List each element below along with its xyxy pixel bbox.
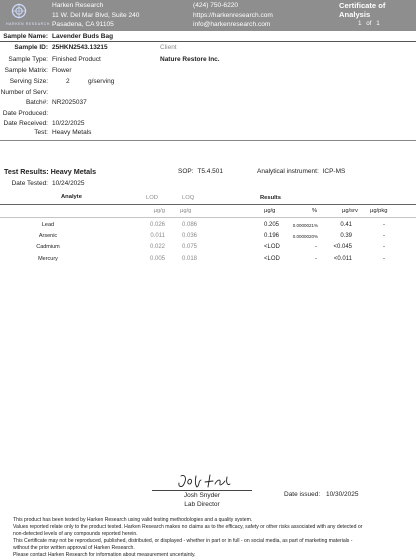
sample-id: 25HKN2543.13215 <box>52 44 108 51</box>
analyte-name: Lead <box>41 222 55 228</box>
sample-type: Finished Product <box>52 56 101 63</box>
date-tested-row <box>0 179 416 188</box>
lod-value: 0.026 <box>149 222 165 228</box>
document-title: Certificate of Analysis <box>339 1 386 19</box>
sample-name-row <box>0 32 416 41</box>
result-value: 0.205 <box>264 222 280 228</box>
instrument-label: Analytical instrument: <box>257 168 319 175</box>
loq-value: 0.086 <box>181 222 197 228</box>
client-name: Nature Restore Inc. <box>160 56 220 63</box>
sample-id-row <box>0 43 416 52</box>
instrument-name: ICP-MS <box>322 168 346 175</box>
lod-value: 0.005 <box>149 256 165 262</box>
results-title: Test Results: Heavy Metals <box>4 167 97 176</box>
sop-info <box>178 167 223 176</box>
date-issued-value: 10/30/2025 <box>325 491 359 498</box>
sample-name-label: Sample Name: <box>3 33 48 40</box>
col-header-analyte: Analyte <box>61 194 82 200</box>
serving-size-row <box>0 77 416 86</box>
date-received: 10/22/2025 <box>52 120 85 127</box>
sop-label: SOP: <box>178 168 194 175</box>
per-serving-value: <0.045 <box>333 244 352 250</box>
email-link[interactable]: info@harkenresearch.com <box>193 21 271 28</box>
instrument-info <box>257 167 345 176</box>
batch-label: Batch#: <box>25 99 48 106</box>
test-label: Test: <box>34 129 48 136</box>
disclaimer-line: Values reported relate only to the product tested. Harken Research makes no claims as to the efficacy, safety or other risks associated with any detected or <box>13 523 363 530</box>
per-serving-value: <0.011 <box>333 256 352 262</box>
lab-name: Harken Research <box>52 2 104 9</box>
client-label: Client <box>160 44 177 51</box>
sample-name: Lavender Buds Bag <box>52 33 114 40</box>
date-issued <box>284 490 359 499</box>
date-received-row <box>0 119 416 128</box>
test-name: Heavy Metals <box>52 129 92 136</box>
sample-type-label: Sample Type: <box>8 56 48 63</box>
website-link[interactable]: https://harkenresearch.com <box>193 11 273 19</box>
lod-value: 0.022 <box>149 244 165 250</box>
address-line-1: 11 W. Del Mar Blvd, Suite 240 <box>52 11 140 19</box>
unit-lod: µg/g <box>153 208 165 214</box>
number-of-servings-label: Number of Serv: <box>0 89 48 96</box>
sop-number: T5.4.501 <box>197 168 224 175</box>
batch-row <box>0 98 416 107</box>
col-header-lod: LOD <box>146 195 158 201</box>
analyte-name: Cadmium <box>36 244 60 250</box>
sample-matrix-label: Sample Matrix: <box>4 67 48 74</box>
disclaimer-line: without the prior written approval of Harken Research. <box>13 544 135 551</box>
per-package-value: - <box>383 222 385 228</box>
logo-text: HARKEN RESEARCH <box>6 22 51 26</box>
unit-per-package: µg/pkg <box>370 208 388 214</box>
serving-size-unit: g/serving <box>88 78 115 85</box>
signer-role: Lab Director <box>184 501 220 508</box>
percent-value: - <box>315 244 317 250</box>
loq-value: 0.075 <box>181 244 197 250</box>
result-value: <LOD <box>264 244 280 250</box>
date-produced-label: Date Produced: <box>2 110 48 117</box>
batch-number: NR2025037 <box>52 99 87 106</box>
divider <box>0 41 416 42</box>
sample-id-label: Sample ID: <box>14 44 48 51</box>
lab-address <box>52 1 139 30</box>
date-tested: 10/24/2025 <box>52 180 85 187</box>
sample-matrix-row <box>0 66 416 75</box>
percent-value: - <box>315 256 317 262</box>
table-header-divider <box>0 204 416 205</box>
per-package-value: - <box>383 244 385 250</box>
header-bar <box>0 0 416 31</box>
per-serving-value: 0.39 <box>340 233 352 239</box>
signature-image <box>175 472 235 490</box>
lab-contact <box>193 1 273 30</box>
disclaimer-footer <box>13 517 362 558</box>
sample-type-row <box>0 55 416 64</box>
serving-size-value: 2 <box>66 78 70 85</box>
analyte-name: Arsenic <box>38 233 58 239</box>
phone-number: (424) 750-6220 <box>193 2 239 9</box>
per-serving-value: 0.41 <box>340 222 352 228</box>
unit-loq: µg/g <box>180 208 192 214</box>
loq-value: 0.018 <box>181 256 197 262</box>
analyte-name: Mercury <box>38 256 58 262</box>
unit-result: µg/g <box>264 208 276 214</box>
result-value: 0.196 <box>264 233 280 239</box>
date-issued-label: Date issued: <box>284 491 321 498</box>
test-row <box>0 128 416 137</box>
lod-value: 0.011 <box>150 233 165 239</box>
signer-name: Josh Snyder <box>183 492 221 499</box>
col-header-loq: LOQ <box>182 195 195 201</box>
disclaimer-line: This Certificate may not be reproduced, published, distributed, or displayed - whether in part or in full - on social media, as part of marketing materials - <box>13 537 353 544</box>
per-package-value: - <box>383 256 385 262</box>
col-header-results: Results <box>260 195 281 201</box>
date-tested-label: Date Tested: <box>11 180 48 187</box>
disclaimer-line: Please contact Harken Research for information about measurement uncertainty. <box>13 551 196 558</box>
date-received-label: Date Received: <box>3 120 48 127</box>
serving-size-label: Serving Size: <box>9 78 48 85</box>
page-number: 1 <box>358 20 362 27</box>
divider <box>0 140 416 141</box>
disclaimer-line: non-detected levels of any compounds reported herein. <box>13 530 138 537</box>
page-total: 1 <box>376 20 380 27</box>
unit-per-serving: µg/srv <box>342 208 358 214</box>
table-unit-divider <box>0 217 416 218</box>
date-produced-row <box>0 109 416 118</box>
address-line-2: Pasadena, CA 91105 <box>52 21 114 28</box>
per-package-value: - <box>383 233 385 239</box>
page-indicator <box>358 20 380 27</box>
percent-value: 0.0000020% <box>292 234 318 239</box>
page-of: of <box>366 20 372 27</box>
loq-value: 0.036 <box>181 233 197 239</box>
unit-percent: % <box>312 208 318 214</box>
result-value: <LOD <box>264 256 280 262</box>
number-of-servings-row <box>0 88 416 97</box>
sample-matrix: Flower <box>52 67 72 74</box>
disclaimer-line: This product has been tested by Harken Research using valid testing methodologies and a quality system. <box>13 517 253 523</box>
percent-value: 0.0000021% <box>292 223 318 228</box>
